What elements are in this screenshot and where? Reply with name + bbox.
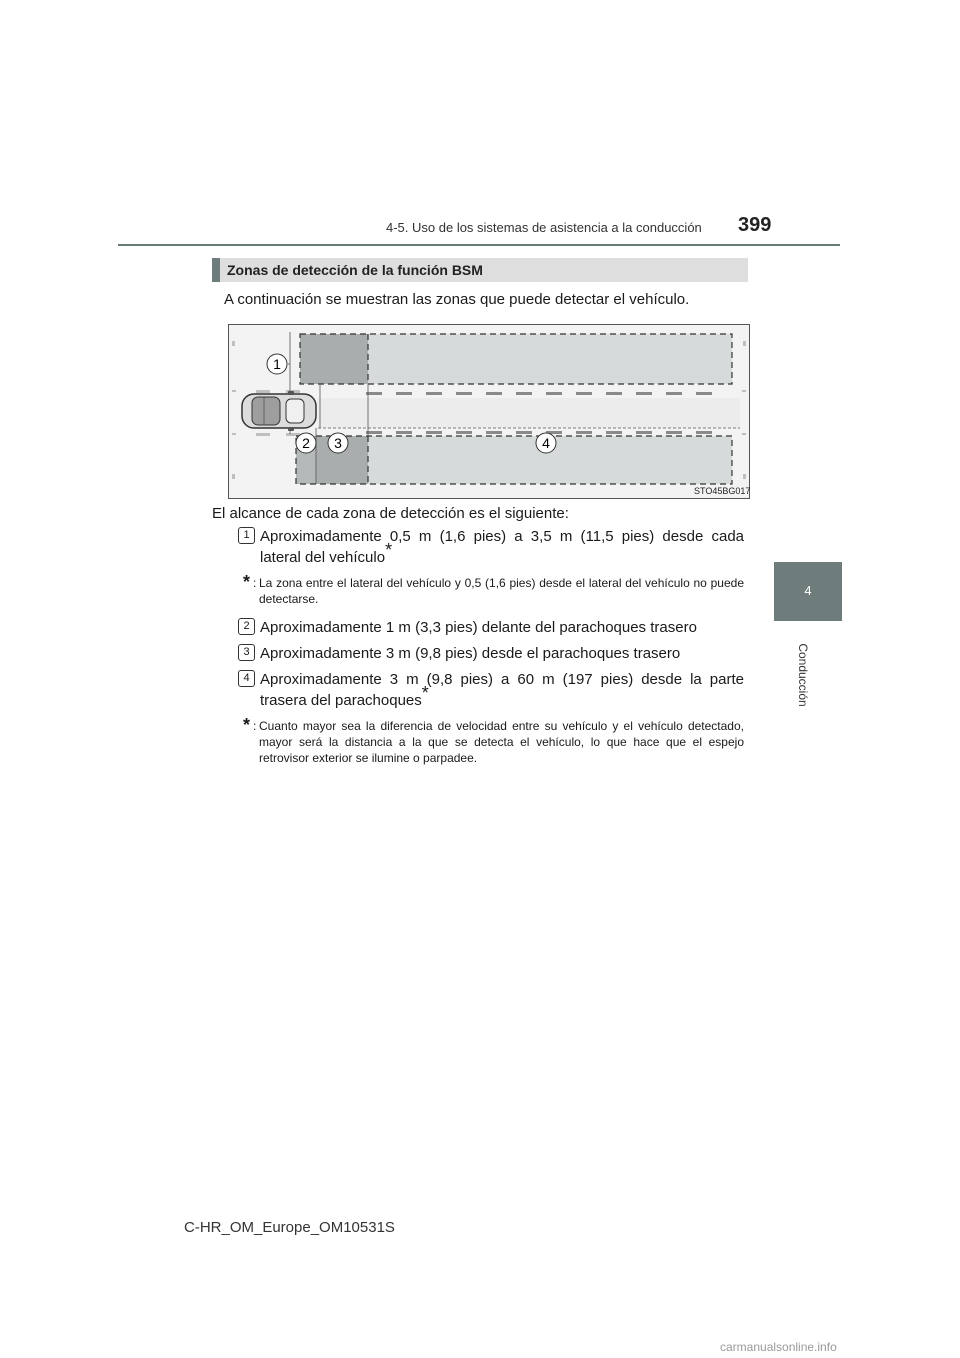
footnote-star: *	[243, 715, 251, 735]
center-lane	[318, 392, 740, 434]
range-item-4	[238, 669, 744, 711]
item-text: Aproximadamente 3 m (9,8 pies) desde el parachoques trasero	[260, 645, 681, 662]
chapter-label	[786, 632, 810, 722]
document-id: C-HR_OM_Europe_OM10531S	[184, 1219, 395, 1236]
footnote-text: La zona entre el lateral del vehículo y 0,5 (1,6 pies) desde el lateral del vehículo no puede detectarse.	[259, 576, 744, 606]
footnote-2	[243, 715, 744, 766]
callout-1-label: 1	[273, 356, 281, 372]
section-heading	[212, 258, 748, 282]
bsm-zone-diagram	[228, 324, 750, 499]
header-rule	[118, 244, 840, 246]
item-text: Aproximadamente 3 m (9,8 pies) a 60 m (197 pies) desde la parte trasera del parachoques	[260, 671, 744, 709]
range-item-2	[238, 617, 744, 638]
range-item-3	[238, 643, 744, 664]
footnote-colon: :	[253, 576, 257, 590]
item-number: 3	[238, 644, 255, 661]
zone-top	[300, 334, 732, 384]
footnote-star: *	[243, 572, 251, 592]
intro-text: A continuación se muestran las zonas que puede detectar el vehículo.	[224, 291, 690, 308]
asterisk-mark: *	[385, 540, 393, 560]
footnote-text: Cuanto mayor sea la diferencia de velocidad entre su vehículo y el vehículo detectado, mayor será la distancia a la que se detecta el vehículo, lo que hace que el espejo retrovisor exterior se ilumine o parpadee.	[259, 719, 744, 765]
item-number: 4	[238, 670, 255, 687]
item-text: Aproximadamente 1 m (3,3 pies) delante del parachoques trasero	[260, 619, 697, 636]
lead-text: El alcance de cada zona de detección es el siguiente:	[212, 505, 569, 522]
footnote-1	[243, 572, 744, 607]
item-number: 1	[238, 527, 255, 544]
range-item-1	[238, 526, 744, 568]
zone-bottom	[296, 428, 732, 484]
footnote-colon: :	[253, 719, 257, 733]
car-icon	[242, 391, 316, 431]
callout-2-label: 2	[302, 435, 310, 451]
chapter-label-text: Conducción	[796, 643, 810, 707]
callout-4-label: 4	[542, 435, 550, 451]
watermark: carmanualsonline.info	[720, 1340, 837, 1354]
chapter-number: 4	[804, 583, 812, 598]
chapter-tab	[774, 562, 842, 621]
page-number: 399	[738, 214, 772, 236]
callout-3-label: 3	[334, 435, 342, 451]
asterisk-mark: *	[421, 683, 429, 703]
running-header: 4-5. Uso de los sistemas de asistencia a la conducción	[386, 220, 702, 235]
item-number: 2	[238, 618, 255, 635]
section-heading-accent	[212, 258, 220, 282]
section-title: Zonas de detección de la función BSM	[227, 262, 483, 278]
item-text: Aproximadamente 0,5 m (1,6 pies) a 3,5 m (11,5 pies) desde cada lateral del vehículo	[260, 528, 744, 566]
figure-code: STO45BG017	[694, 486, 751, 496]
